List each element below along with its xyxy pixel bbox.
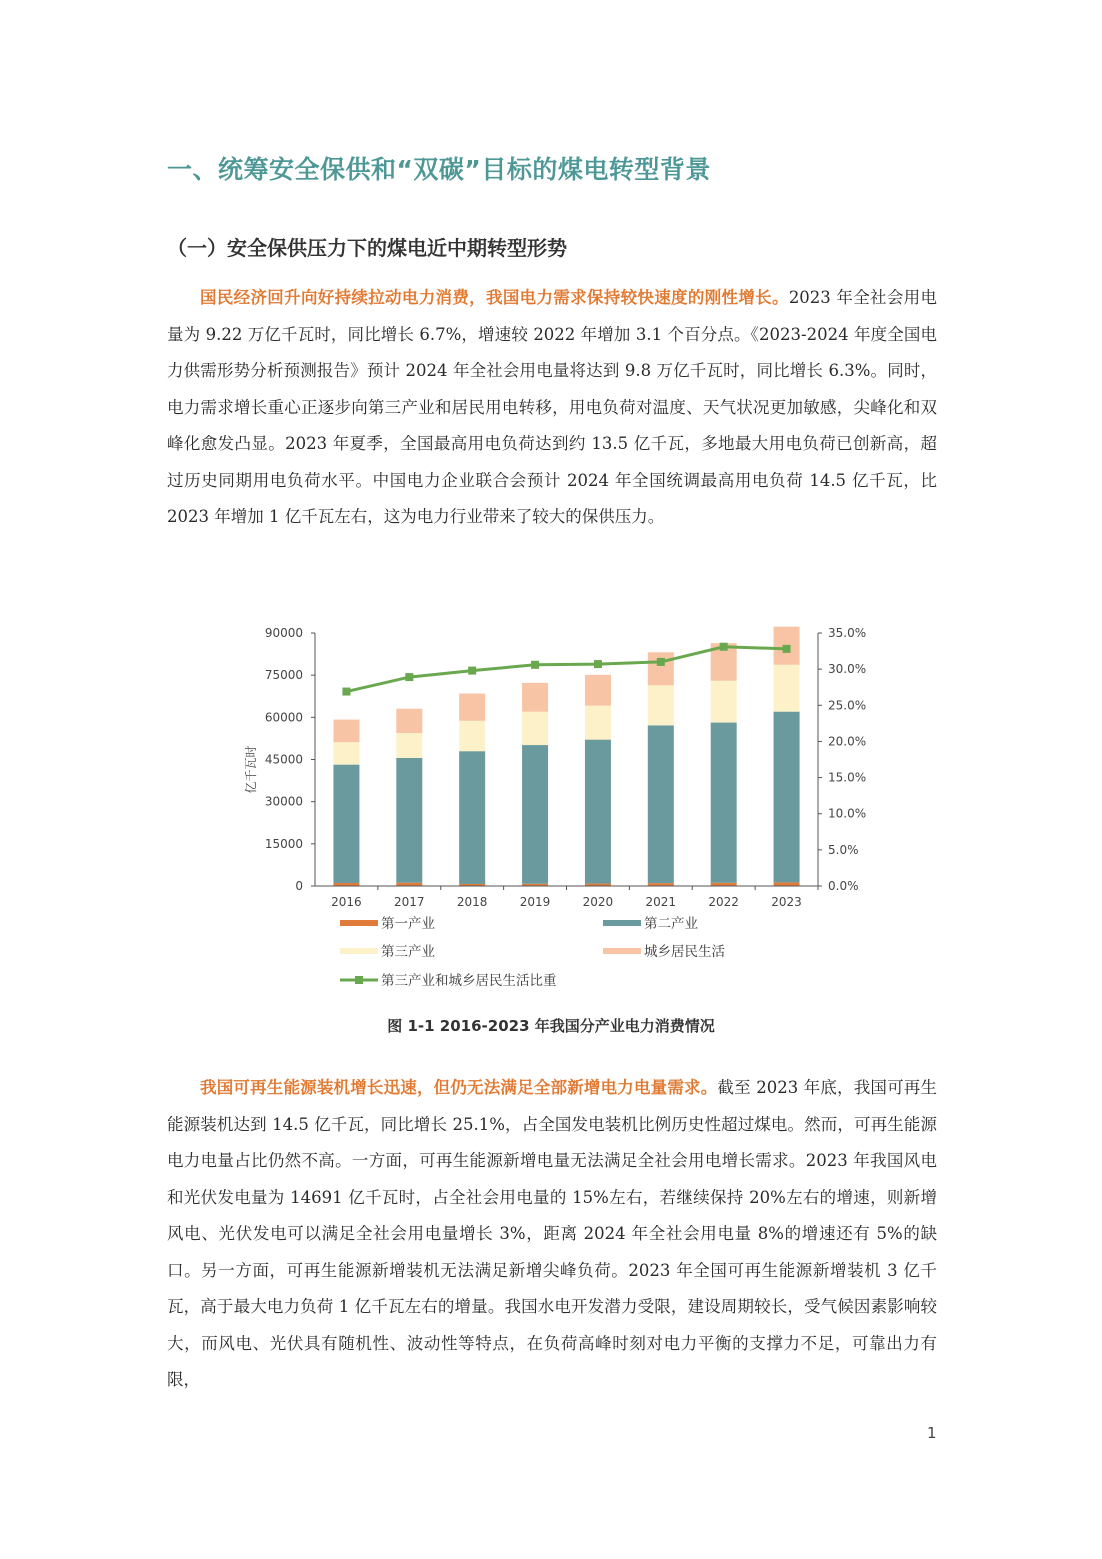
paragraph-1 xyxy=(167,280,937,536)
legend-label: 城乡居民生活 xyxy=(644,944,725,960)
y2-tick-label: 30.0% xyxy=(828,662,867,677)
legend-swatch xyxy=(340,920,378,926)
legend-label: 第三产业和城乡居民生活比重 xyxy=(381,973,557,989)
bar-segment xyxy=(522,745,548,884)
bar-segment xyxy=(648,652,674,685)
y-tick-label: 45000 xyxy=(264,752,303,767)
bar-segment xyxy=(396,709,422,733)
y-tick-label: 30000 xyxy=(264,794,303,809)
bar-segment xyxy=(648,685,674,725)
legend-label: 第二产业 xyxy=(644,916,698,932)
legend-label: 第一产业 xyxy=(381,916,435,932)
y-axis-label: 亿千瓦时 xyxy=(244,745,258,794)
bar-segment xyxy=(585,675,611,706)
bar-segment xyxy=(648,725,674,883)
chart-figure xyxy=(230,615,890,1005)
paragraph-2-body: 截至 2023 年底，我国可再生能源装机达到 14.5 亿千瓦，同比增长 25.1%，占全国发电装机比例历史性超过煤电。然而，可再生能源电力电量占比仍然不高。一方面，可再生能源新增电量无法满足全社会用电增长需求。2023 年我国风电和光伏发电量为 14691 亿千瓦时，占全社会用电量的 15%左右，若继续保持 20%左右的增速，则新增风电、光伏发电可以满足全社会用电量增长 3%，距离 2024 年全社会用电量 8%的增速还有 5%的缺口。另一方面，可再生能源新增装机无法满足新增尖峰负荷。2023 年全国可再生能源新增装机 3 亿千瓦，高于最大电力负荷 1 亿千瓦左右的增量。我国水电开发潜力受限，建设周期较长，受气候因素影响较大，而风电、光伏具有随机性、波动性等特点，在负荷高峰时刻对电力平衡的支撑力不足，可靠出力有限， xyxy=(167,1078,938,1389)
share-line-marker xyxy=(657,658,665,666)
bar-segment xyxy=(333,720,359,743)
x-tick-label: 2016 xyxy=(331,895,362,909)
legend-swatch xyxy=(603,920,641,926)
bar-segment xyxy=(459,694,485,721)
bar-segment xyxy=(459,721,485,751)
y2-tick-label: 20.0% xyxy=(828,734,867,749)
y-tick-label: 60000 xyxy=(264,710,303,725)
y-tick-label: 90000 xyxy=(264,626,303,640)
legend-swatch-marker xyxy=(355,976,363,984)
bar-segment xyxy=(711,681,737,723)
bar-segment xyxy=(396,758,422,883)
x-tick-label: 2022 xyxy=(708,895,739,909)
x-tick-label: 2021 xyxy=(645,895,677,909)
legend-swatch xyxy=(603,948,641,954)
figure-caption: 图 1-1 2016-2023 年我国分产业电力消费情况 xyxy=(387,1017,715,1035)
bar-segment xyxy=(522,683,548,712)
stacked-bar-chart xyxy=(230,615,890,1005)
share-line-marker xyxy=(468,667,476,675)
paragraph-1-body: 2023 年全社会用电量为 9.22 万亿千瓦时，同比增长 6.7%，增速较 2022 年增加 3.1 个百分点。《2023-2024 年度全国电力供需形势分析预测报告》预计 2024 年全社会用电量将达到 9.8 万亿千瓦时，同比增长 6.3%。同时，电力需求增长重心正逐步向第三产业和居民用电转移，用电负荷对温度、天气状况更加敏感，尖峰化和双峰化愈发凸显。2023 年夏季，全国最高用电负荷达到约 13.5 亿千瓦，多地最大用电负荷已创新高，超过历史同期用电负荷水平。中国电力企业联合会预计 2024 年全国统调最高用电负荷 14.5 亿千瓦，比 2023 年增加 1 亿千瓦左右，这为电力行业带来了较大的保供压力。 xyxy=(167,288,937,526)
bar-segment xyxy=(459,751,485,884)
y2-tick-label: 10.0% xyxy=(828,806,867,821)
x-tick-label: 2018 xyxy=(456,895,488,909)
share-line-marker xyxy=(720,643,728,651)
page-number: 1 xyxy=(927,1424,937,1442)
subsection-title: （一）安全保供压力下的煤电近中期转型形势 xyxy=(167,236,567,260)
bar-segment xyxy=(333,742,359,764)
bar-segment xyxy=(333,765,359,883)
bar-segment xyxy=(585,740,611,884)
share-line-marker xyxy=(342,688,350,696)
y-tick-label: 75000 xyxy=(264,668,303,683)
x-tick-label: 2020 xyxy=(582,895,614,909)
legend-label: 第三产业 xyxy=(381,944,435,960)
paragraph-2-lead: 我国可再生能源装机增长迅速，但仍无法满足全部新增电力电量需求。 xyxy=(200,1078,718,1097)
y2-tick-label: 5.0% xyxy=(828,842,859,857)
bar-segment xyxy=(774,882,800,886)
x-tick-label: 2023 xyxy=(771,895,802,909)
bar-segment xyxy=(396,733,422,758)
paragraph-2 xyxy=(167,1070,937,1399)
share-line-marker xyxy=(405,673,413,681)
y2-tick-label: 25.0% xyxy=(828,698,867,713)
x-tick-label: 2017 xyxy=(394,895,425,909)
x-tick-label: 2019 xyxy=(519,895,551,909)
bar-segment xyxy=(774,665,800,712)
bar-segment xyxy=(711,723,737,883)
section-title: 一、统筹安全保供和“双碳”目标的煤电转型背景 xyxy=(167,155,711,184)
bar-segment xyxy=(774,712,800,883)
y2-tick-label: 35.0% xyxy=(828,626,867,640)
y-tick-label: 15000 xyxy=(264,836,303,851)
legend-swatch xyxy=(340,948,378,954)
share-line-marker xyxy=(594,660,602,668)
share-line-marker xyxy=(783,645,791,653)
y2-tick-label: 0.0% xyxy=(828,879,859,893)
y2-tick-label: 15.0% xyxy=(828,770,867,785)
y-tick-label: 0 xyxy=(295,879,303,893)
paragraph-1-lead: 国民经济回升向好持续拉动电力消费，我国电力需求保持较快速度的刚性增长。 xyxy=(200,288,789,307)
share-line-marker xyxy=(531,661,539,669)
bar-segment xyxy=(522,712,548,745)
bar-segment xyxy=(585,706,611,740)
